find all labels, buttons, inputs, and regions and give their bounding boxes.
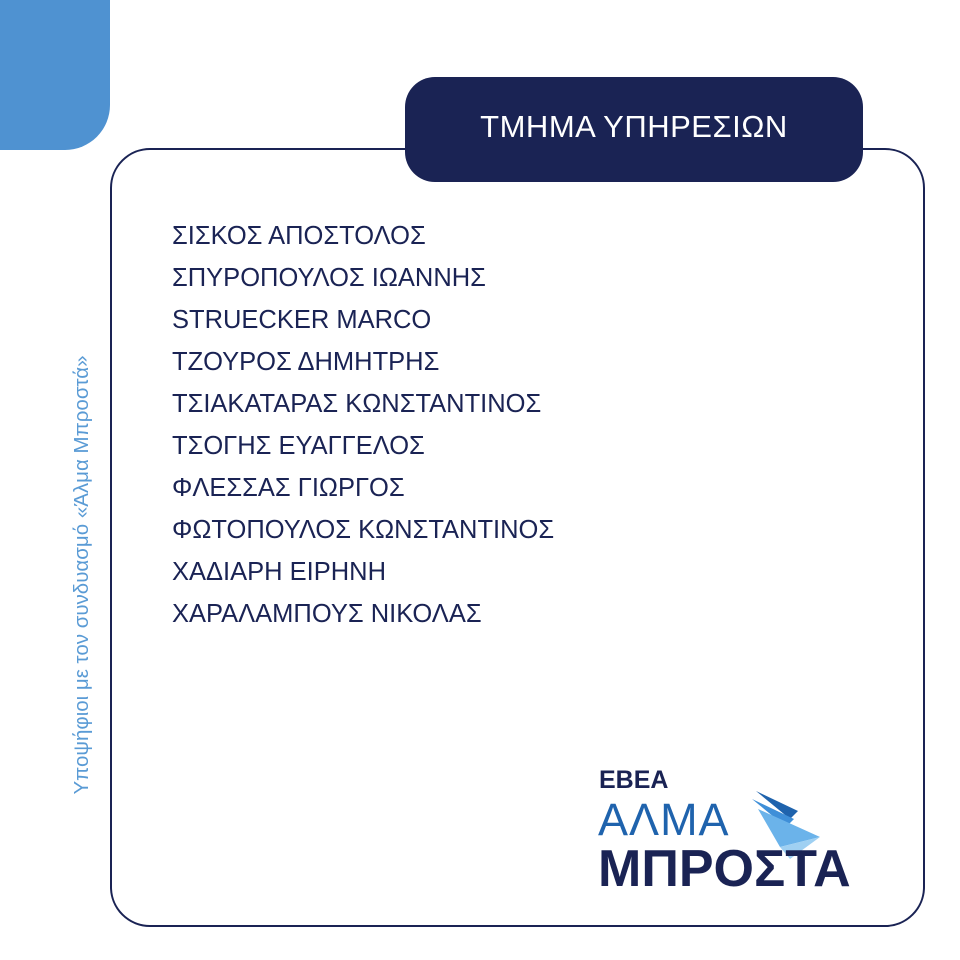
section-header xyxy=(405,77,863,182)
logo-line1: ΑΛΜΑ xyxy=(598,794,730,845)
list-item: ΤΣΙΑΚΑΤΑΡΑΣ ΚΩΝΣΤΑΝΤΙΝΟΣ xyxy=(172,390,542,418)
corner-accent xyxy=(0,0,110,150)
list-item: ΤΖΟΥΡΟΣ ΔΗΜΗΤΡΗΣ xyxy=(172,348,440,376)
list-item: ΧΑΔΙΑΡΗ ΕΙΡΗΝΗ xyxy=(172,558,386,586)
side-caption: Υποψήφιοι με τον συνδυασμό «Άλμα Μπροστά» xyxy=(70,355,93,795)
list-item: ΧΑΡΑΛΑΜΠΟΥΣ ΝΙΚΟΛΑΣ xyxy=(172,600,482,628)
list-item: ΦΩΤΟΠΟΥΛΟΣ ΚΩΝΣΤΑΝΤΙΝΟΣ xyxy=(172,516,555,544)
section-title: ΤΜΗΜΑ ΥΠΗΡΕΣΙΩΝ xyxy=(480,109,788,144)
logo xyxy=(598,765,888,898)
list-item: ΤΣΟΓΗΣ ΕΥΑΓΓΕΛΟΣ xyxy=(172,432,425,460)
candidate-list xyxy=(172,215,554,635)
list-item: ΦΛΕΣΣΑΣ ΓΙΩΡΓΟΣ xyxy=(172,474,405,502)
list-item: ΣΠΥΡΟΠΟΥΛΟΣ ΙΩΑΝΝΗΣ xyxy=(172,264,486,292)
logo-line2: ΜΠΡΟΣΤΑ xyxy=(598,840,851,898)
list-item: ΣΙΣΚΟΣ ΑΠΟΣΤΟΛΟΣ xyxy=(172,222,426,250)
list-item: STRUECKER MARCO xyxy=(172,306,432,334)
logo-org: ΕΒΕΑ xyxy=(599,766,669,794)
